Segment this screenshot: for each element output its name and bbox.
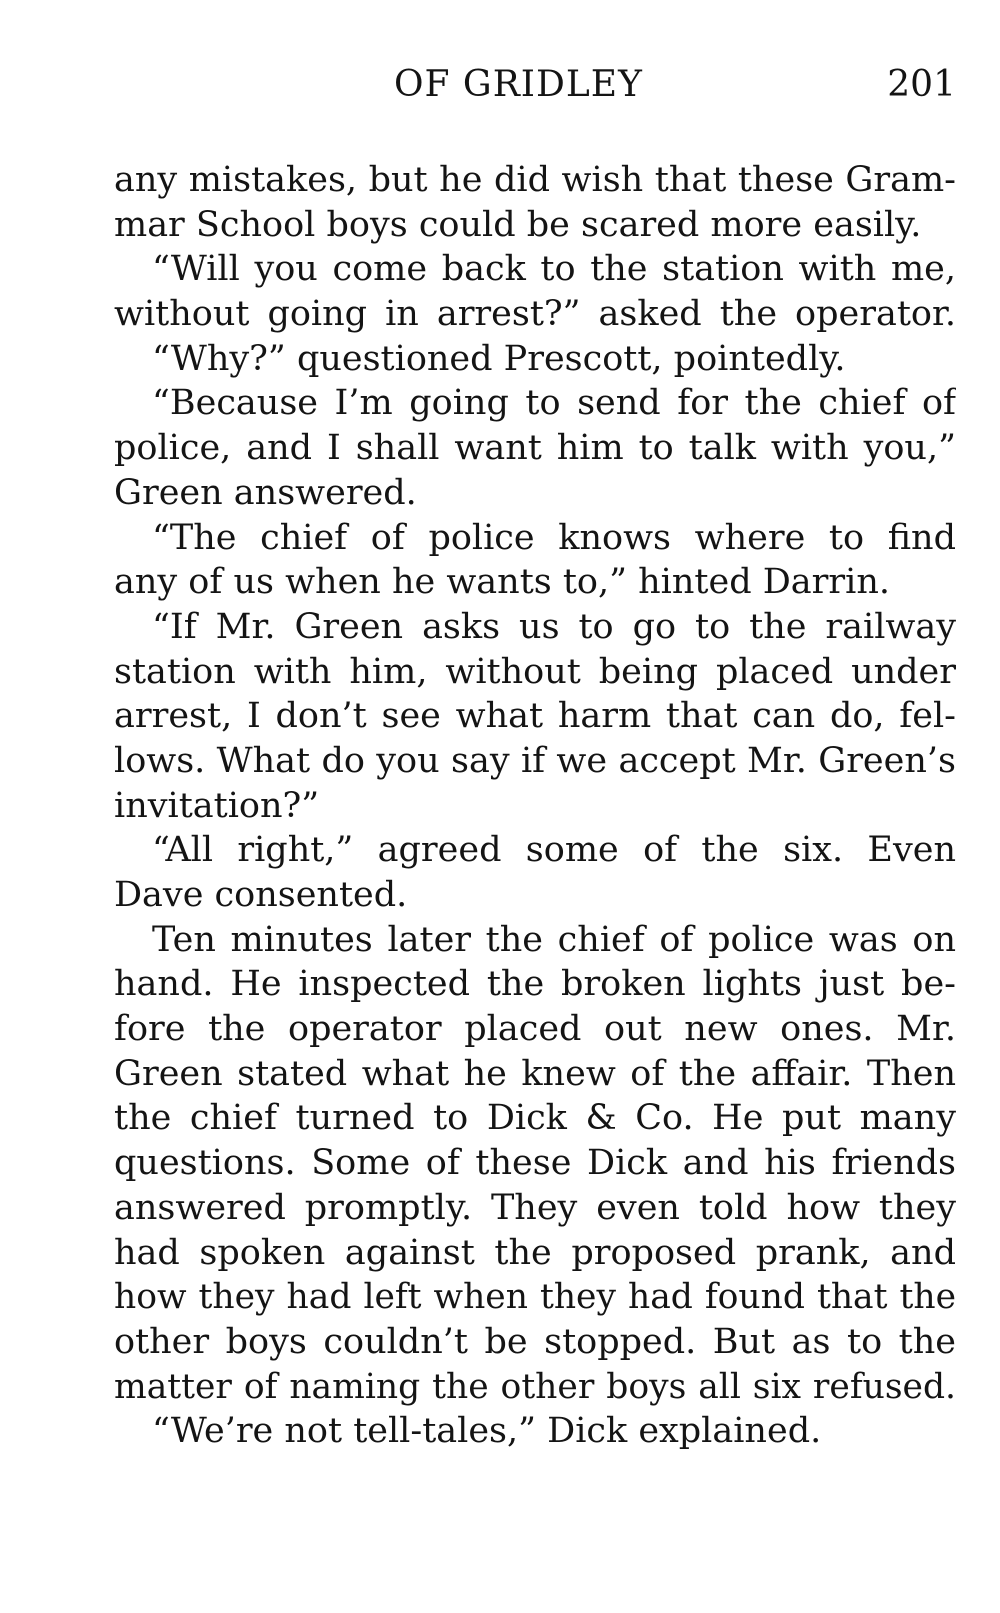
text-line: “We’re not tell-tales,” Dick explained.: [152, 1411, 822, 1452]
text-line: “Will you come back to the station with me,: [152, 249, 956, 290]
text-line: had spoken against the proposed prank, and: [114, 1232, 956, 1273]
text-line: Ten minutes later the chief of police was on: [152, 919, 956, 960]
text-line: the chief turned to Dick & Co. He put many: [114, 1098, 956, 1139]
text-line: “Why?” questioned Prescott, pointedly.: [152, 338, 846, 379]
text-line: without going in arrest?” asked the operator.: [114, 294, 956, 335]
text-line: any of us when he wants to,” hinted Darrin.: [114, 562, 890, 603]
text-line: hand. He inspected the broken lights just be-: [114, 964, 956, 1005]
page-header: [114, 64, 956, 110]
text-line: Green answered.: [114, 472, 417, 513]
text-line: “The chief of police knows where to find: [152, 517, 956, 558]
text-line: invitation?”: [114, 785, 320, 826]
text-line: answered promptly. They even told how they: [114, 1187, 956, 1228]
text-line: fore the operator placed out new ones. Mr.: [114, 1009, 956, 1050]
running-title: OF GRIDLEY: [394, 64, 643, 105]
text-line: any mistakes, but he did wish that these Gram-: [114, 160, 956, 200]
text-line: “Because I’m going to send for the chief of: [152, 383, 956, 424]
text-line: questions. Some of these Dick and his friends: [114, 1143, 956, 1184]
text-line: how they had left when they had found that the: [114, 1277, 956, 1318]
text-line: police, and I shall want him to talk with you,”: [114, 428, 956, 469]
text-line: “All right,” agreed some of the six. Even: [152, 830, 956, 871]
text-line: station with him, without being placed under: [114, 651, 956, 692]
text-line: lows. What do you say if we accept Mr. Green’s: [114, 740, 956, 781]
text-line: arrest, I don’t see what harm that can do, fel-: [114, 696, 956, 737]
body-text: [114, 158, 956, 1454]
text-line: mar School boys could be scared more easily.: [114, 204, 922, 245]
text-line: “If Mr. Green asks us to go to the railway: [152, 606, 956, 647]
page-number: 201: [887, 64, 956, 105]
text-line: matter of naming the other boys all six refused.: [114, 1366, 956, 1407]
text-line: other boys couldn’t be stopped. But as to the: [114, 1321, 956, 1362]
text-line: Green stated what he knew of the affair. Then: [114, 1053, 956, 1094]
text-line: Dave consented.: [114, 875, 408, 915]
